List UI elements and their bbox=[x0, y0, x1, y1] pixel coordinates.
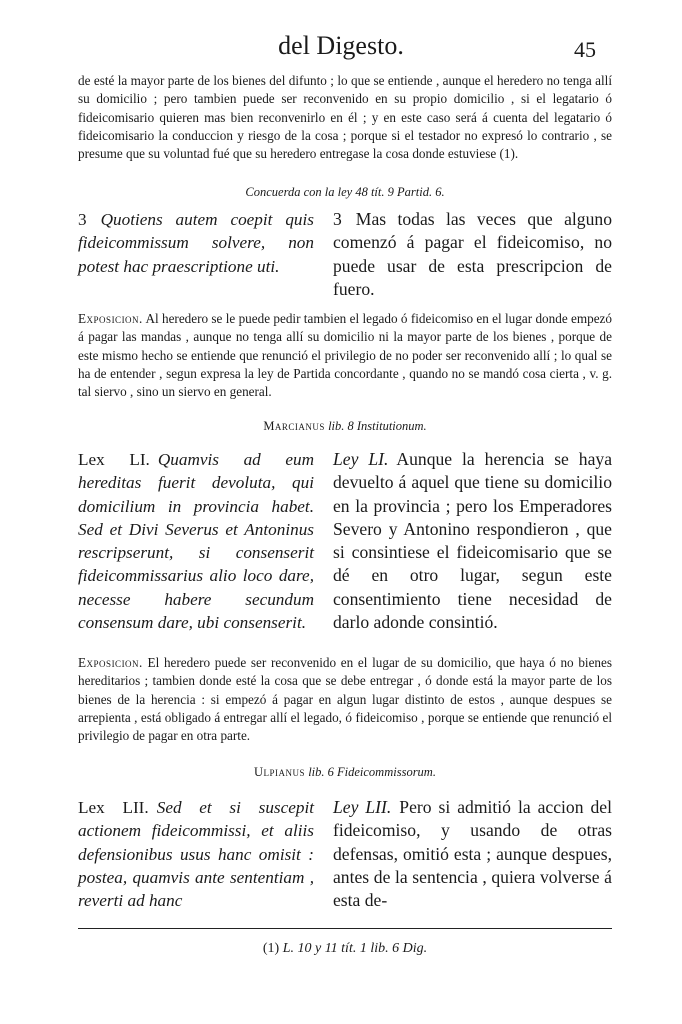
lex-52-spanish bbox=[333, 796, 612, 912]
source-2-author: Ulpianus bbox=[254, 765, 306, 779]
section-3-spanish-text: Mas todas las veces que alguno comenzó á pagar el fideicomiso, no puede usar de esta prescripcion de fuero. bbox=[333, 209, 612, 299]
lex-52-spanish-label: Ley LII. bbox=[333, 797, 392, 817]
footnote bbox=[78, 940, 612, 958]
footnote-rule bbox=[78, 928, 612, 929]
lex-51-latin-text: Quamvis ad eum hereditas fuerit devoluta, qui domicilium in provincia habet. Sed et Divi Severus et Antoninus rescripserunt, si consenserit fideicommissarius alio loco dare, necesse habere secundum consensum dare, ubi consenserit. bbox=[78, 450, 314, 633]
footnote-marker: (1) bbox=[262, 941, 280, 956]
section-3-latin-number: 3 bbox=[78, 210, 87, 229]
source-ulpianus bbox=[78, 764, 612, 780]
section-3-spanish-number: 3 bbox=[333, 209, 342, 229]
intro-paragraph bbox=[78, 72, 612, 163]
lex-51-spanish bbox=[333, 448, 612, 634]
exposition-1 bbox=[78, 310, 612, 401]
lex-51-spanish-label: Ley LI. bbox=[333, 449, 389, 469]
source-marcianus bbox=[78, 418, 612, 434]
lex-51-latin bbox=[78, 448, 314, 634]
lex-52-latin-label: Lex LII. bbox=[78, 798, 149, 817]
exposition-1-text: Al heredero se le puede pedir tambien el legado ó fideicomiso en el lugar donde empezó á pagar las mandas , aunque no tenga allí su domicilio ni la mayor parte de los bienes , porque de este mismo hecho se entiende que renunció el privilegio de no poder ser reconvenido allí ; lo qual se ha de entender , segun expresa la ley de Partida concordante , quando no se mandó cosa cierta , v. g. tal siervo , sino un siervo en general. bbox=[78, 311, 612, 400]
source-1-work: lib. 8 Institutionum. bbox=[328, 419, 427, 433]
running-title: del Digesto. bbox=[278, 31, 404, 60]
section-3-latin bbox=[78, 208, 314, 278]
lex-52-latin-text: Sed et si suscepit actionem fideicommissi, et aliis defensionibus usus hanc omisit : postea, quamvis ante sententiam , reverti ad hanc bbox=[78, 798, 315, 911]
section-3-latin-text: Quotiens autem coepit quis fideicommissum solvere, non potest hac praescriptione uti. bbox=[78, 210, 314, 276]
page-number: 45 bbox=[574, 37, 596, 62]
lex-52-latin bbox=[78, 796, 314, 912]
exposition-2-label: Exposicion. bbox=[78, 655, 143, 670]
running-head bbox=[0, 30, 682, 66]
lex-52-spanish-text: Pero si admitió la accion del fideicomiso, y usando de otras defensas, omitió esta ; aunque despues, antes de la sentencia , quiera volverse á esta de- bbox=[333, 797, 612, 911]
lex-51-latin-label: Lex LI. bbox=[78, 450, 150, 469]
exposition-2-text: El heredero puede ser reconvenido en el lugar de su domicilio, que haya ó no bienes hereditarios ; tambien donde esté la cosa que se debe entregar , ó donde está la mayor parte de los bienes de la herencia : si empezó á pagar en algun lugar distinto de estos , aunque despues se arrepienta , está obligado á entregar allí el legado, ó fideicomiso , porque se entiende que renunció el privilegio de pagar en otra parte. bbox=[78, 655, 613, 744]
section-3-spanish bbox=[333, 208, 612, 301]
exposition-1-label: Exposicion. bbox=[78, 311, 143, 326]
concordance-reference: Concuerda con la ley 48 tít. 9 Partid. 6. bbox=[245, 185, 445, 199]
source-2-work: lib. 6 Fideicommissorum. bbox=[308, 765, 436, 779]
lex-51-spanish-text: Aunque la herencia se haya devuelto á aquel que tiene su domicilio en la provincia ; pero los Emperadores Severo y Antonino respondieron , que si consintiese el fideicomisario que se dé en otro lugar, segun este consentimiento tiene necesidad de darlo adonde consintió. bbox=[333, 449, 613, 633]
exposition-2 bbox=[78, 654, 612, 745]
footnote-text: L. 10 y 11 tít. 1 lib. 6 Dig. bbox=[282, 941, 428, 956]
intro-text: de esté la mayor parte de los bienes del difunto ; lo que se entiende , aunque el heredero no tenga allí su domicilio ; pero tambien puede ser reconvenido en su propio domicilio , si el legatario ó fideicomisario quieren mas bien reconvenirlo en él ; y en este caso será á cuenta del legatario ó fideicomisario la conduccion y riesgo de la cosa ; porque si el testador no expresó lo contrario , se presume que su voluntad fué que su heredero entregase la cosa donde estuviese (1). bbox=[78, 73, 612, 162]
source-1-author: Marcianus bbox=[263, 419, 325, 433]
